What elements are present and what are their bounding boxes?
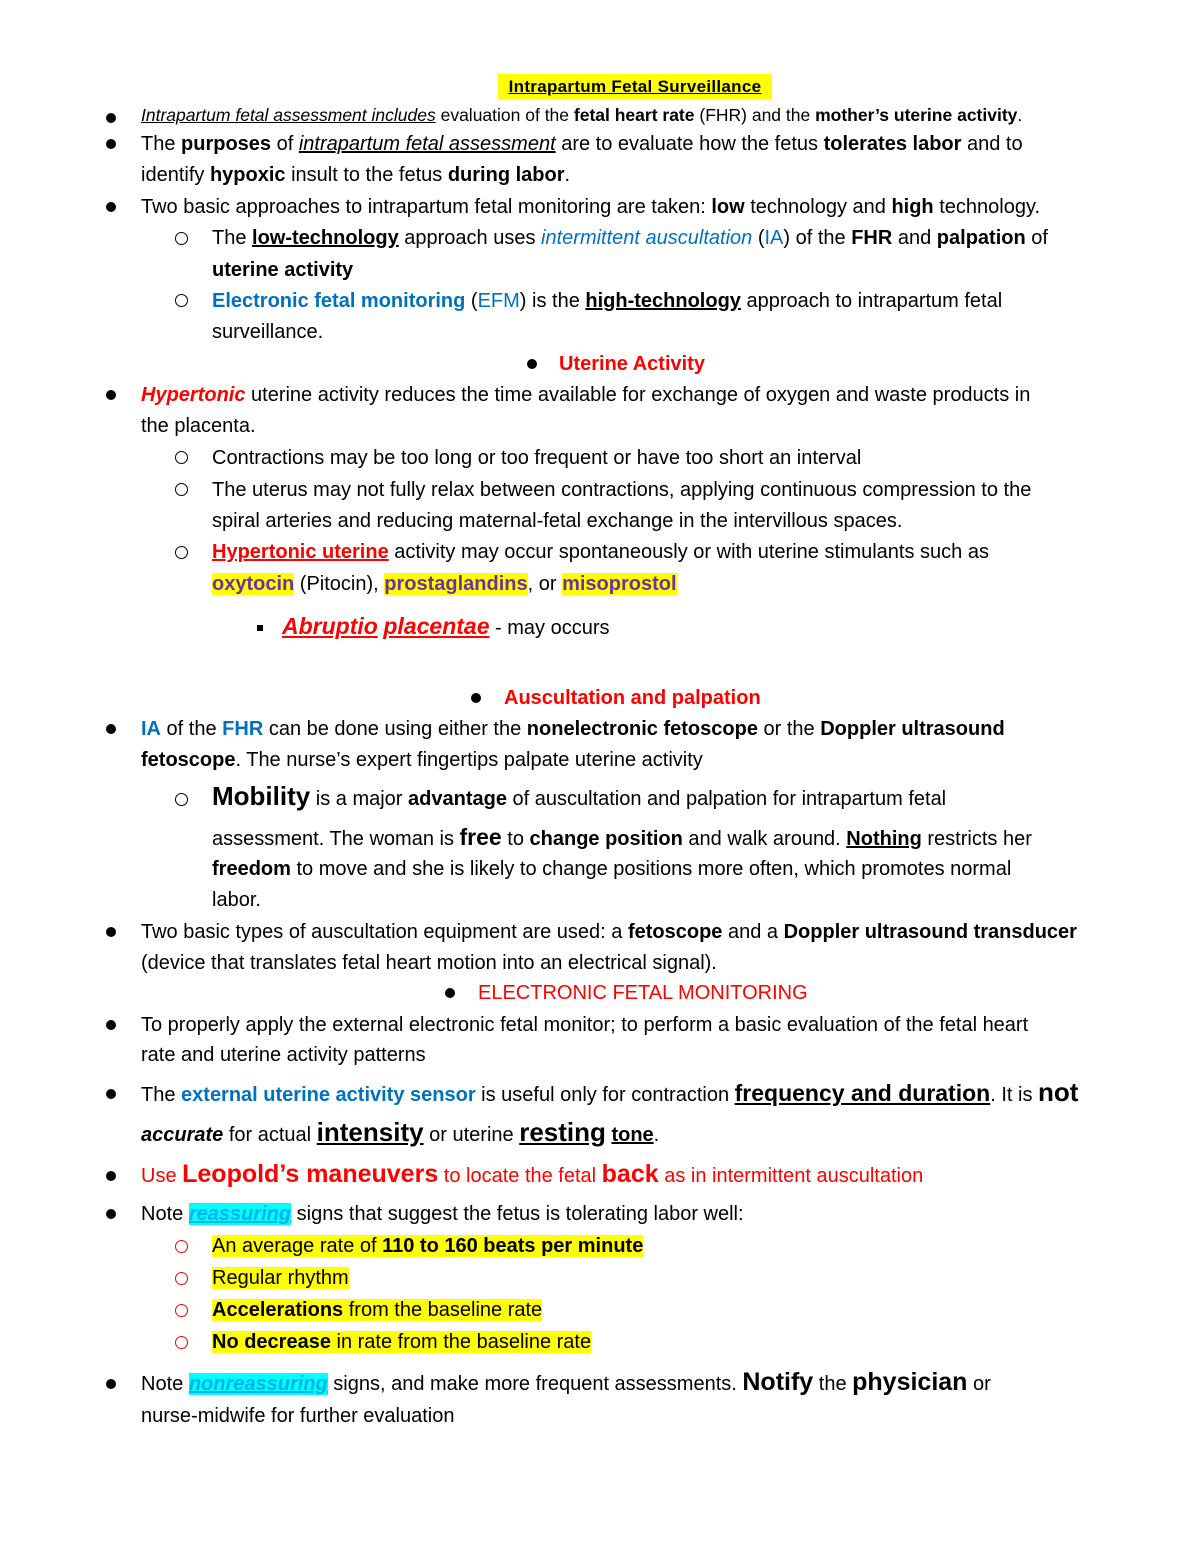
bullet-icon bbox=[471, 693, 481, 703]
efm-purpose-line-cont: rate and uterine activity patterns bbox=[141, 1044, 426, 1066]
reassuring-item: Accelerations from the baseline rate bbox=[212, 1299, 543, 1321]
hypertonic-sub-1: Contractions may be too long or too frequent or have too short an interval bbox=[212, 447, 862, 469]
bullet-icon bbox=[106, 113, 116, 123]
ia-line-cont: uterine activity bbox=[212, 259, 354, 281]
reassuring-line: Note reassuring signs that suggest the fetus is tolerating labor well: bbox=[141, 1203, 744, 1225]
ausc-line-cont: fetoscope. The nurse’s expert fingertips palpate uterine activity bbox=[141, 749, 703, 771]
ausc-line: IA of the FHR can be done using either the nonelectronic fetoscope or the Doppler ultrasound bbox=[141, 718, 1005, 740]
sensor-line-cont: accurate for actual intensity or uterine resting tone. bbox=[141, 1117, 660, 1147]
hypertonic-line: Hypertonic uterine activity reduces the time available for exchange of oxygen and waste products in bbox=[141, 384, 1031, 406]
bullet-icon bbox=[445, 988, 455, 998]
bullet-icon bbox=[106, 927, 116, 937]
hypertonic-cause-cont: oxytocin (Pitocin), prostaglandins, or misoprostol bbox=[212, 573, 677, 595]
efm-line: Electronic fetal monitoring (EFM) is the high-technology approach to intrapartum fetal bbox=[212, 290, 1003, 312]
nonreassuring-line-cont: nurse-midwife for further evaluation bbox=[141, 1405, 455, 1427]
page-title: Intrapartum Fetal Surveillance bbox=[498, 74, 772, 99]
circle-bullet-icon bbox=[175, 546, 188, 559]
circle-bullet-icon bbox=[175, 483, 188, 496]
leopold-line: Use Leopold’s maneuvers to locate the fetal back as in intermittent auscultation bbox=[141, 1160, 924, 1188]
nonreassuring-line: Note nonreassuring signs, and make more frequent assessments. Notify the physician or bbox=[141, 1368, 991, 1396]
uterine-activity-heading: Uterine Activity bbox=[559, 353, 705, 375]
auscultation-heading: Auscultation and palpation bbox=[504, 687, 761, 709]
reassuring-item: An average rate of 110 to 160 beats per minute bbox=[212, 1235, 644, 1257]
bullet-icon bbox=[106, 724, 116, 734]
bullet-icon bbox=[106, 1209, 116, 1219]
hypertonic-sub-2: The uterus may not fully relax between contractions, applying continuous compression to the bbox=[212, 479, 1032, 501]
circle-bullet-icon bbox=[175, 793, 188, 806]
circle-bullet-icon bbox=[175, 1272, 188, 1285]
hypertonic-line-cont: the placenta. bbox=[141, 415, 256, 437]
bullet-icon bbox=[106, 1171, 116, 1181]
bullet-icon bbox=[527, 359, 537, 369]
reassuring-item: No decrease in rate from the baseline rate bbox=[212, 1331, 592, 1353]
bullet-icon bbox=[106, 1089, 116, 1099]
efm-line-cont: surveillance. bbox=[212, 321, 324, 343]
intro-line-4: Two basic approaches to intrapartum fetal monitoring are taken: low technology and high technology. bbox=[141, 196, 1041, 218]
efm-purpose-line: To properly apply the external electronic fetal monitor; to perform a basic evaluation of the fetal heart bbox=[141, 1014, 1029, 1036]
intro-line-2: The purposes of intrapartum fetal assessment are to evaluate how the fetus tolerates labor and to bbox=[141, 133, 1023, 155]
abruptio-line: Abruptio placentae - may occurs bbox=[282, 613, 610, 639]
circle-bullet-icon bbox=[175, 1304, 188, 1317]
ia-line: The low-technology approach uses intermittent auscultation (IA) of the FHR and palpation of bbox=[212, 227, 1048, 249]
bullet-icon bbox=[106, 390, 116, 400]
sensor-line: The external uterine activity sensor is useful only for contraction frequency and duration. It is not bbox=[141, 1077, 1079, 1107]
reassuring-item: Regular rhythm bbox=[212, 1267, 349, 1289]
equipment-line: Two basic types of auscultation equipment are used: a fetoscope and a Doppler ultrasound transducer bbox=[141, 921, 1077, 943]
intro-line-1: Intrapartum fetal assessment includes evaluation of the fetal heart rate (FHR) and the mother’s uterine activity. bbox=[141, 105, 1023, 125]
mobility-line-2: assessment. The woman is free to change position and walk around. Nothing restricts her bbox=[212, 824, 1032, 850]
bullet-icon bbox=[106, 1379, 116, 1389]
bullet-icon bbox=[106, 139, 116, 149]
bullet-icon bbox=[106, 202, 116, 212]
circle-bullet-icon bbox=[175, 294, 188, 307]
equipment-line-cont: (device that translates fetal heart motion into an electrical signal). bbox=[141, 952, 717, 974]
hypertonic-cause: Hypertonic uterine activity may occur spontaneously or with uterine stimulants such as bbox=[212, 541, 989, 563]
square-bullet-icon bbox=[257, 625, 263, 631]
circle-bullet-icon bbox=[175, 1336, 188, 1349]
efm-heading: ELECTRONIC FETAL MONITORING bbox=[478, 982, 808, 1004]
hypertonic-sub-2-cont: spiral arteries and reducing maternal-fetal exchange in the intervillous spaces. bbox=[212, 510, 903, 532]
circle-bullet-icon bbox=[175, 232, 188, 245]
intro-line-3: identify hypoxic insult to the fetus during labor. bbox=[141, 164, 571, 186]
bullet-icon bbox=[106, 1020, 116, 1030]
mobility-line: Mobility is a major advantage of auscultation and palpation for intrapartum fetal bbox=[212, 781, 947, 811]
circle-bullet-icon bbox=[175, 1240, 188, 1253]
mobility-line-3: freedom to move and she is likely to change positions more often, which promotes normal bbox=[212, 858, 1012, 880]
circle-bullet-icon bbox=[175, 451, 188, 464]
mobility-line-4: labor. bbox=[212, 889, 261, 911]
